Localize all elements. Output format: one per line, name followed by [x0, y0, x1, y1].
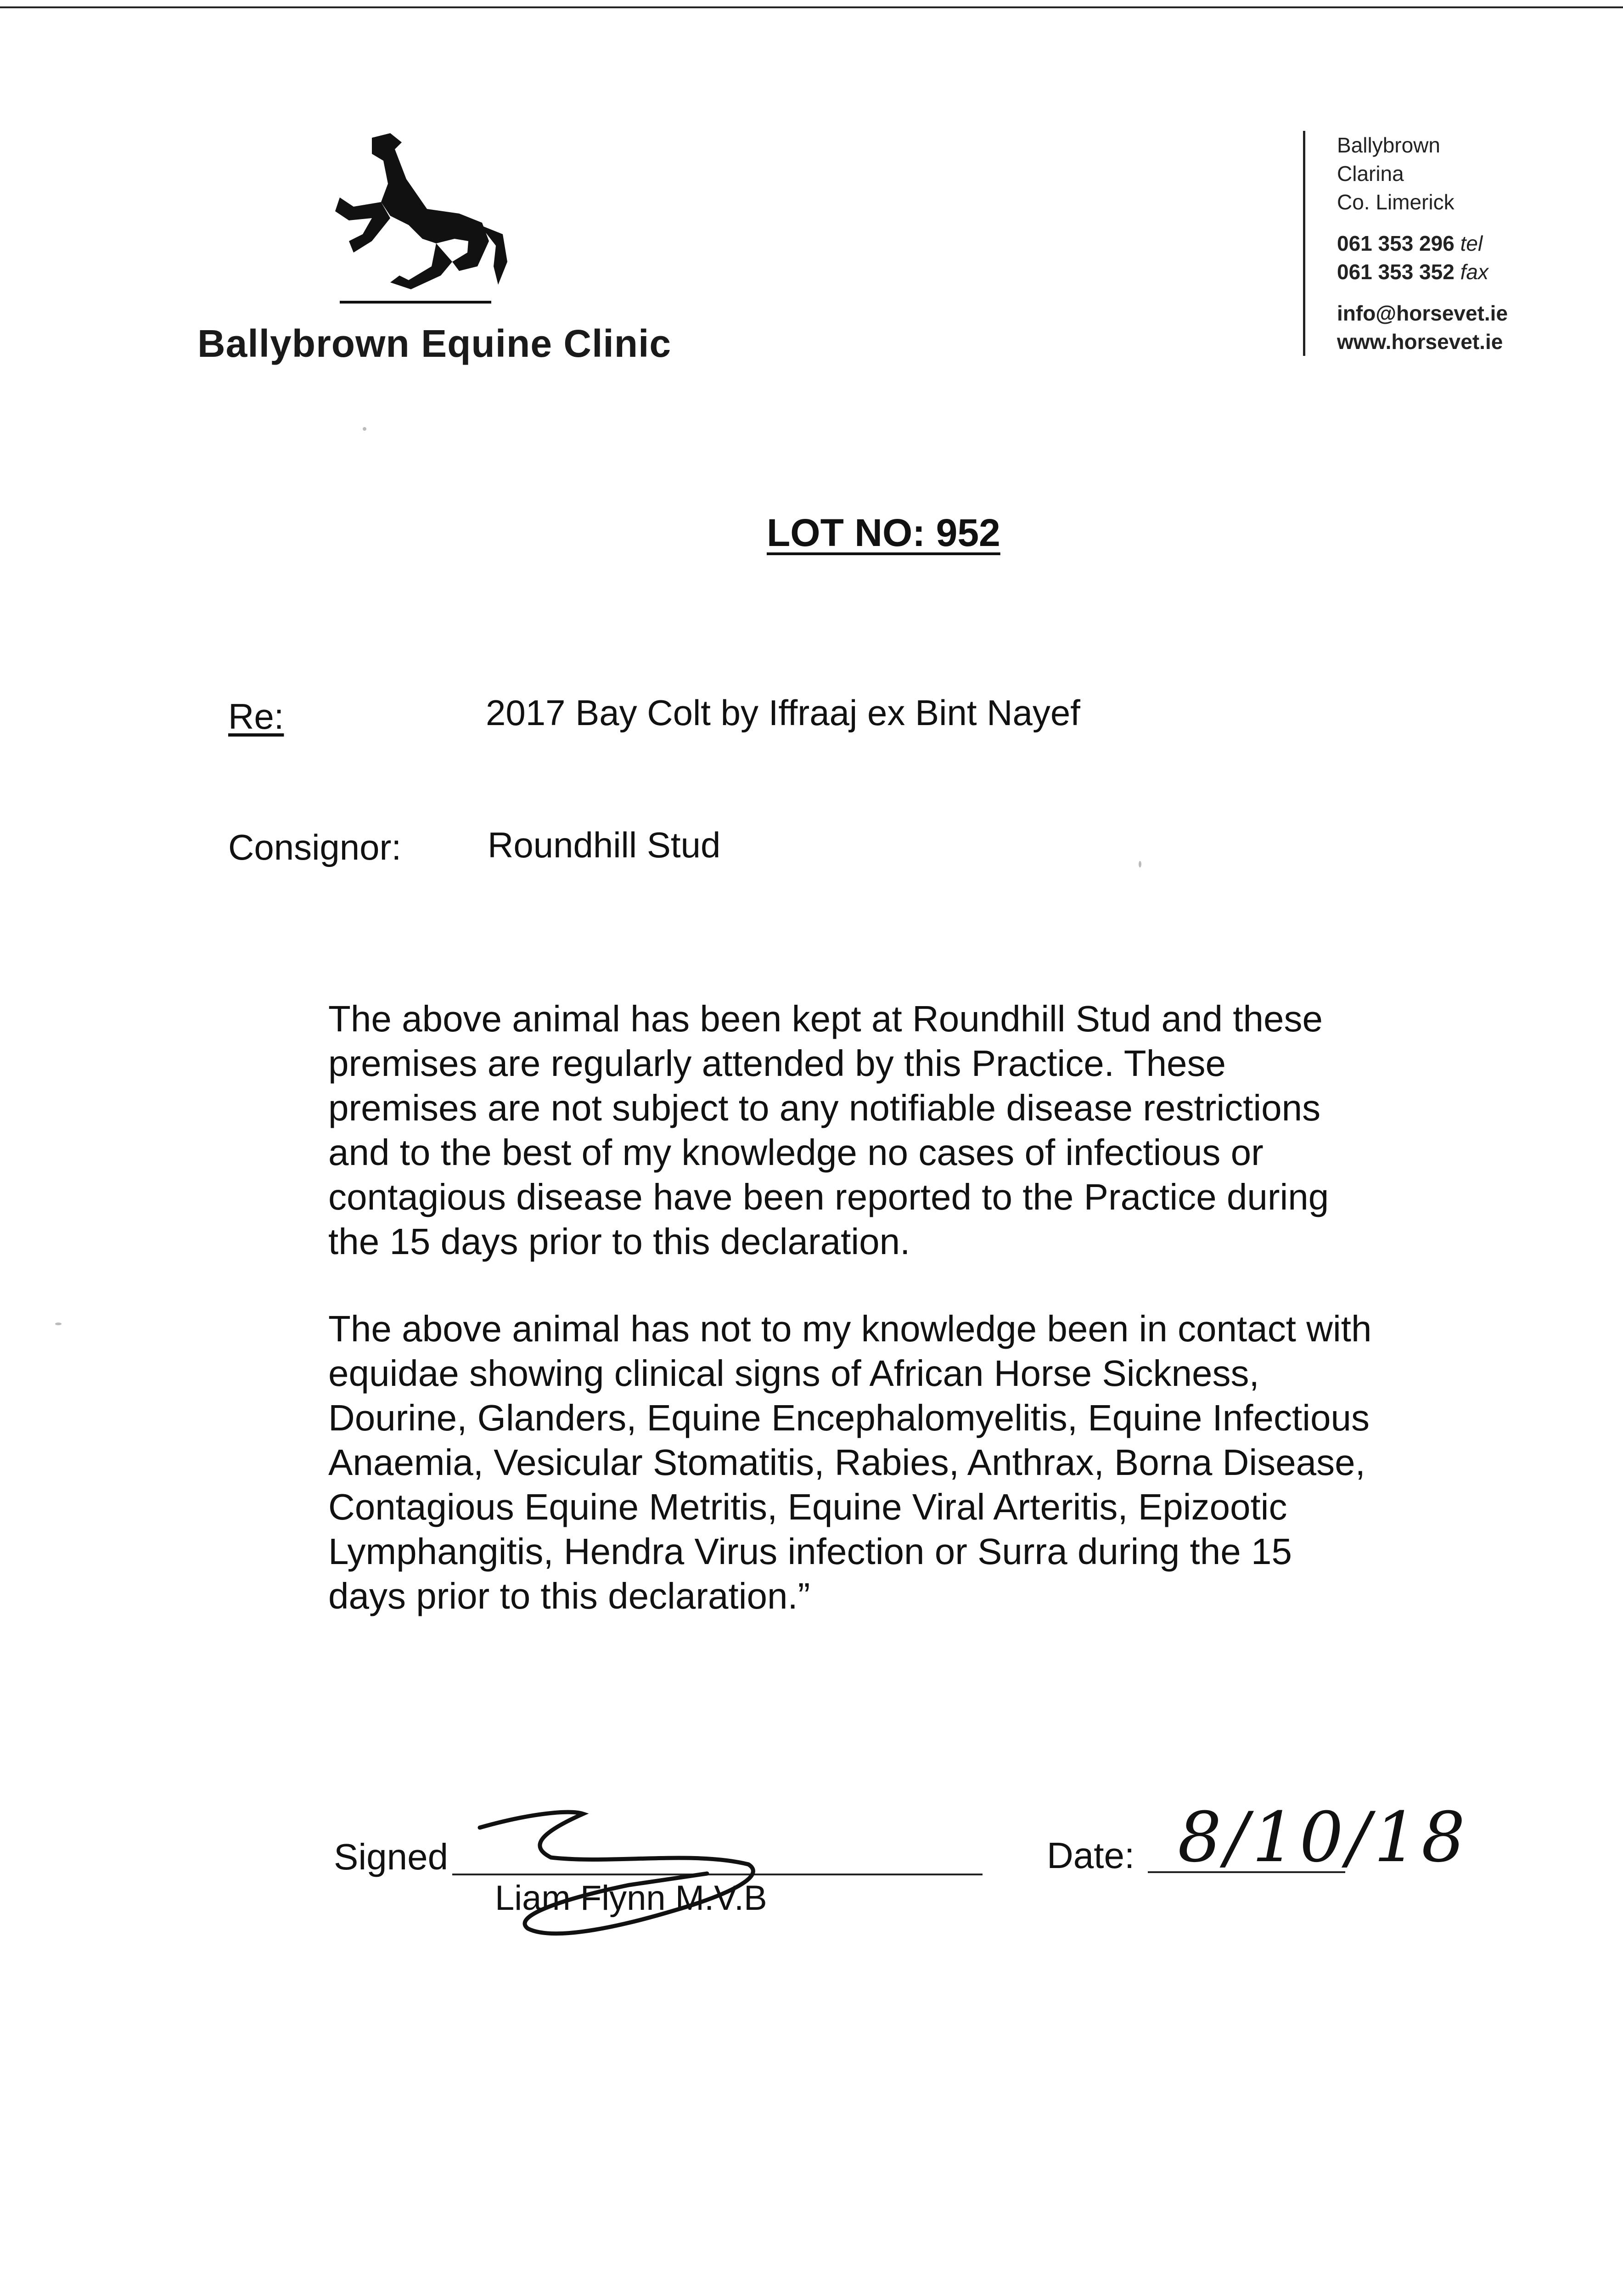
contact-block: [1337, 131, 1508, 356]
consignor-value: Roundhill Stud: [488, 825, 721, 865]
re-value: 2017 Bay Colt by Iffraaj ex Bint Nayef: [486, 692, 1080, 733]
clinic-name: Ballybrown Equine Clinic: [197, 322, 672, 365]
address-line-1: Ballybrown: [1337, 133, 1440, 157]
declaration-paragraph-1: The above animal has been kept at Roundhill Stud and these premises are regularly attended by this Practice. These premises are not subject to any notifiable disease restrictions and to the best of my knowledge no cases of infectious or contagious disease have been reported to the Practice during the 15 days prior to this declaration.: [328, 998, 1329, 1262]
scan-speck: [363, 427, 366, 431]
scan-speck: [55, 1322, 62, 1325]
handwritten-signature: [436, 1795, 826, 1961]
declaration-paragraph-2: The above animal has not to my knowledge been in contact with equidae showing clinical signs of African Horse Sickness, Dourine, Glanders, Equine Encephalomyelitis, Equine Infectious Anaemia, Vesicular Stomatitis, Rabies, Anthrax, Borna Disease, Contagious Equine Metritis, Equine Viral Arteritis, Epizootic Lymphangitis, Hendra Virus infection or Surra during the 15 days prior to this declaration.”: [328, 1308, 1372, 1616]
rearing-horse-icon: [321, 129, 514, 312]
consignor-label: Consignor:: [228, 827, 402, 867]
fax: [1337, 258, 1508, 286]
fax-number: 061 353 352: [1337, 260, 1455, 284]
address-line-2: Clarina: [1337, 162, 1404, 186]
signer-name: Liam Flynn M.V.B: [495, 1879, 767, 1918]
telephone: [1337, 229, 1508, 258]
address-line-3: Co. Limerick: [1337, 190, 1455, 214]
signed-label: Signed: [334, 1836, 449, 1877]
tel-number: 061 353 296: [1337, 231, 1455, 255]
email: info@horsevet.ie: [1337, 301, 1508, 325]
top-edge-line: [0, 6, 1623, 8]
website: www.horsevet.ie: [1337, 330, 1503, 354]
lot-number-heading: LOT NO: 952: [767, 511, 1000, 554]
date-label: Date:: [1047, 1835, 1135, 1876]
fax-label: fax: [1460, 260, 1488, 284]
handwritten-date: 8/10/18: [1178, 1798, 1469, 1878]
scan-speck: [1139, 861, 1141, 867]
letterhead-divider: [1303, 131, 1305, 356]
tel-label: tel: [1460, 231, 1483, 255]
re-label: Re:: [228, 696, 284, 737]
